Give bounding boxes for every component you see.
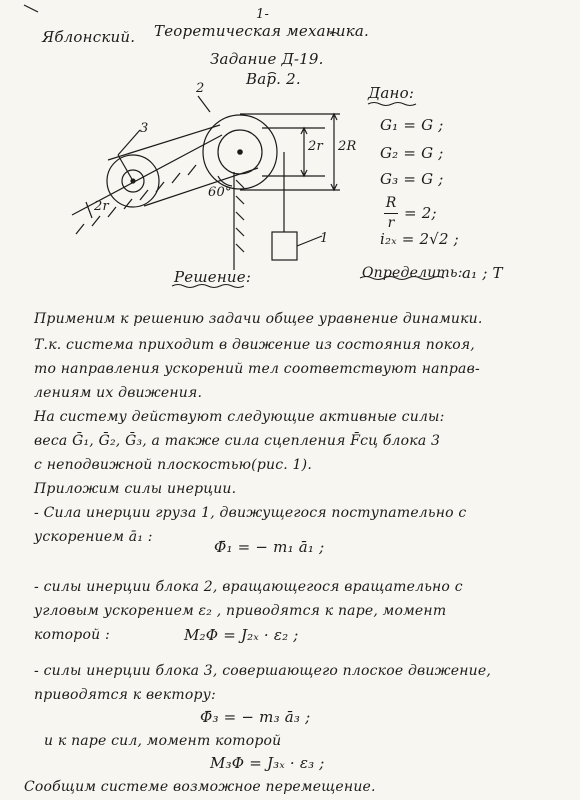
solution-line: которой : <box>34 627 110 643</box>
solution-line: Применим к решению задачи общее уравнение динамики. <box>34 311 483 327</box>
solution-line: угловым ускорением ε₂ , приводятся к паре, момент <box>34 603 447 619</box>
solution-line: ускорением ā₁ : <box>34 529 153 545</box>
task-title: Задание Д-19. <box>210 50 324 68</box>
given-g1: G₁ = G ; <box>380 116 444 134</box>
equation-m2: M₂Φ = J₂ₓ · ε₂ ; <box>184 626 299 644</box>
solution-line: - Сила инерции груза 1, движущегося поступательно с <box>34 505 467 521</box>
solution-line: Приложим силы инерции. <box>34 481 237 497</box>
given-g3: G₃ = G ; <box>380 170 444 188</box>
ratio-denominator: r <box>387 214 395 231</box>
solution-line: Сообщим системе возможное перемещение. <box>24 779 376 795</box>
figure-label-3: 3 <box>140 121 149 136</box>
solution-line: веса Ḡ₁, Ḡ₂, Ḡ₃, а также сила сцепления F̄сц блока 3 <box>34 433 441 449</box>
given-g2: G₂ = G ; <box>380 144 444 162</box>
solution-line: то направления ускорений тел соответствуют направ- <box>34 361 480 377</box>
given-ratio <box>384 196 398 230</box>
solution-line: и к паре сил, момент которой <box>44 733 282 749</box>
ratio-numerator: R <box>385 195 397 211</box>
figure-label-1: 1 <box>320 231 329 246</box>
solution-line: Т.к. система приходит в движение из состояния покоя, <box>34 337 475 353</box>
find-values: a₁ ; T <box>462 264 503 282</box>
given-title: Дано: <box>368 84 415 102</box>
solution-line: - силы инерции блока 2, вращающегося вращательно с <box>34 579 463 595</box>
solution-line: приводятся к вектору: <box>34 687 216 703</box>
solution-line: с неподвижной плоскостью(рис. 1). <box>34 457 312 473</box>
solution-line: лениям их движения. <box>34 385 203 401</box>
page-number: 1- <box>256 7 270 22</box>
solution-line: На систему действуют следующие активные силы: <box>34 409 445 425</box>
figure-angle: 60° <box>208 185 232 200</box>
figure-dim-2R: 2R <box>338 139 357 154</box>
fraction-bar <box>384 213 398 214</box>
solution-line: - силы инерции блока 3, совершающего плоское движение, <box>34 663 491 679</box>
given-inertia: i₂ₓ = 2√2 ; <box>380 230 459 248</box>
author-name: Яблонский. <box>42 28 136 46</box>
find-label: Определить: <box>362 265 463 281</box>
figure-dim-2r: 2r <box>308 139 323 154</box>
figure-dim-left: 2r <box>94 199 109 214</box>
equation-phi1: Φ̄₁ = − m₁ ā₁ ; <box>214 538 325 556</box>
given-ratio-value: = 2; <box>404 204 437 222</box>
solution-title: Решение: <box>174 268 252 286</box>
book-title: Теоретическая механика. <box>154 22 370 40</box>
equation-phi3: Φ̄₃ = − m₃ ā₃ ; <box>200 708 311 726</box>
figure-label-2: 2 <box>196 81 205 96</box>
variant-label: Вар. 2. <box>246 70 301 88</box>
equation-m3: M₃Φ = J₃ₓ · ε₃ ; <box>210 754 325 772</box>
